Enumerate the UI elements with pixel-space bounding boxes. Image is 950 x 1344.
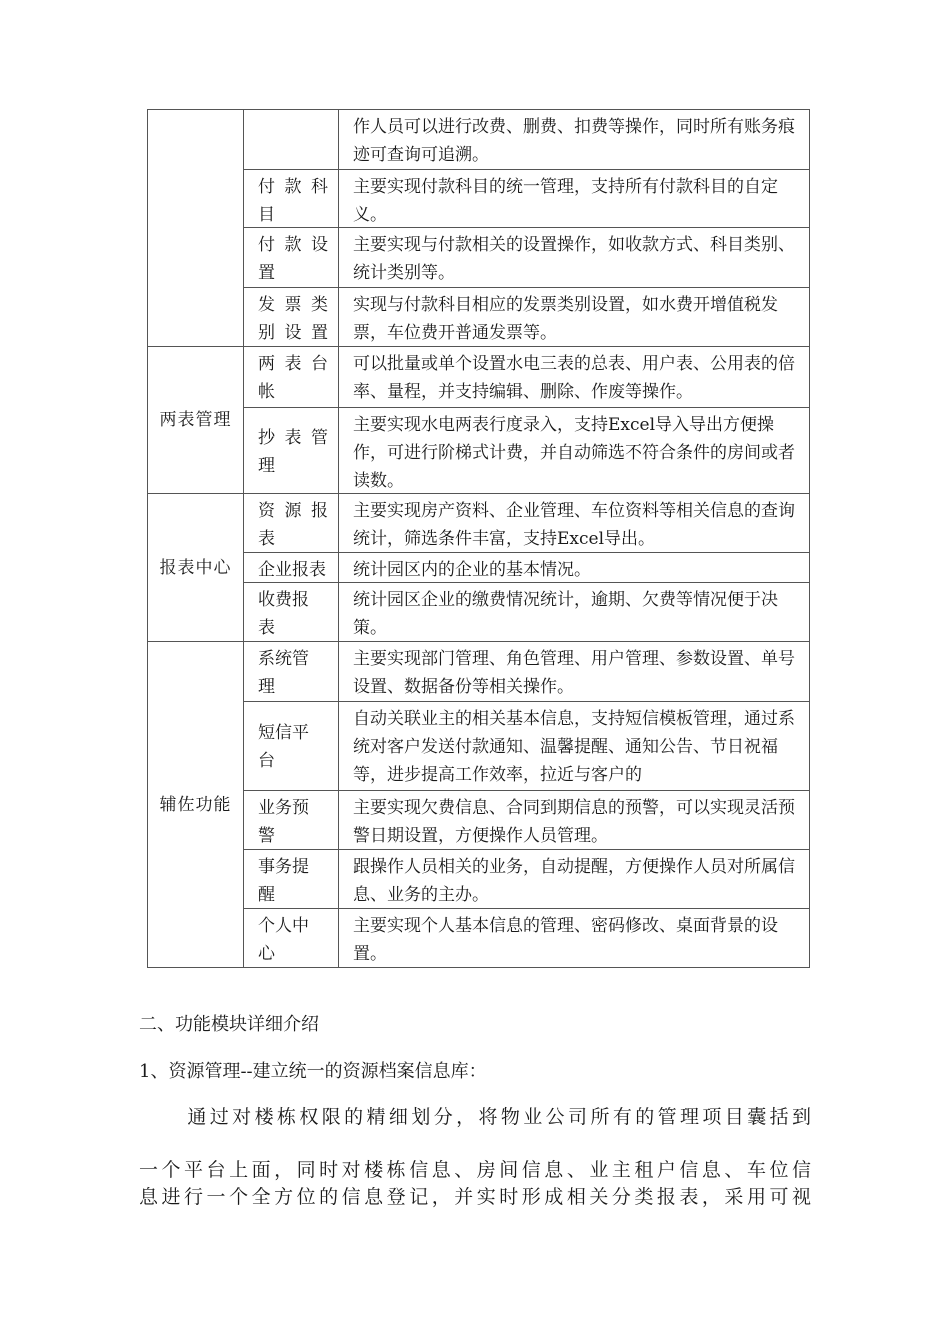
desc-cell: 主要实现水电两表行度录入，支持Excel导入导出方便操作，可进行阶梯式计费，并自动筛选不符合条件的房间或者读数。 [339,408,810,494]
table-row [148,791,810,850]
desc-cell: 作人员可以进行改费、删费、扣费等操作，同时所有账务痕迹可查询可追溯。 [339,110,810,170]
table-row [148,642,810,702]
desc-cell: 主要实现付款科目的统一管理，支持所有付款科目的自定义。 [339,170,810,228]
paragraph-line: 息进行一个全方位的信息登记，并实时形成相关分类报表，采用可视 [139,1186,811,1208]
table-row [148,110,810,170]
table-row [148,583,810,642]
table-row [148,909,810,968]
table-row [148,170,810,228]
item-cell: 两 表 台 帐 [244,347,339,408]
table-row [148,850,810,909]
category-cell: 两表管理 [148,347,244,494]
item-cell: 资 源 报 表 [244,494,339,553]
section-title: 二、功能模块详细介绍 [139,1014,319,1035]
table-row [148,408,810,494]
category-cell [148,110,244,347]
item-cell: 收费报表 [244,583,339,642]
table-row [148,553,810,583]
function-table [147,109,810,968]
category-cell: 辅佐功能 [148,642,244,968]
item-cell: 系统管理 [244,642,339,702]
category-cell: 报表中心 [148,494,244,642]
paragraph-line: 通过对楼栋权限的精细划分，将物业公司所有的管理项目囊括到 [184,1106,811,1128]
desc-cell: 主要实现个人基本信息的管理、密码修改、桌面背景的设置。 [339,909,810,968]
table-row [148,228,810,288]
desc-cell: 统计园区内的企业的基本情况。 [339,553,810,583]
item-cell: 企业报表 [244,553,339,583]
item-cell: 抄 表 管 理 [244,408,339,494]
subsection-title: 1、资源管理--建立统一的资源档案信息库： [139,1061,487,1082]
desc-cell: 跟操作人员相关的业务，自动提醒，方便操作人员对所属信息、业务的主办。 [339,850,810,909]
item-cell: 业务预警 [244,791,339,850]
desc-cell: 主要实现房产资料、企业管理、车位资料等相关信息的查询统计，筛选条件丰富，支持Excel导出。 [339,494,810,553]
desc-cell: 主要实现欠费信息、合同到期信息的预警，可以实现灵活预警日期设置，方便操作人员管理。 [339,791,810,850]
table-row [148,347,810,408]
desc-cell: 主要实现部门管理、角色管理、用户管理、参数设置、单号设置、数据备份等相关操作。 [339,642,810,702]
item-cell: 短信平台 [244,702,339,791]
desc-cell: 实现与付款科目相应的发票类别设置，如水费开增值税发票，车位费开普通发票等。 [339,288,810,347]
table-row [148,702,810,791]
paragraph-line: 一个平台上面，同时对楼栋信息、房间信息、业主租户信息、车位信 [139,1159,811,1181]
item-cell: 发 票 类 别设置 [244,288,339,347]
desc-cell: 可以批量或单个设置水电三表的总表、用户表、公用表的倍率、量程，并支持编辑、删除、作废等操作。 [339,347,810,408]
item-cell: 付 款 科 目 [244,170,339,228]
desc-cell: 统计园区企业的缴费情况统计，逾期、欠费等情况便于决策。 [339,583,810,642]
table-row [148,494,810,553]
desc-cell: 主要实现与付款相关的设置操作，如收款方式、科目类别、统计类别等。 [339,228,810,288]
desc-cell: 自动关联业主的相关基本信息，支持短信模板管理，通过系统对客户发送付款通知、温馨提醒、通知公告、节日祝福等，进步提高工作效率，拉近与客户的 [339,702,810,791]
table-row [148,288,810,347]
item-cell [244,110,339,170]
item-cell: 事务提醒 [244,850,339,909]
item-cell: 个人中心 [244,909,339,968]
item-cell: 付 款 设 置 [244,228,339,288]
